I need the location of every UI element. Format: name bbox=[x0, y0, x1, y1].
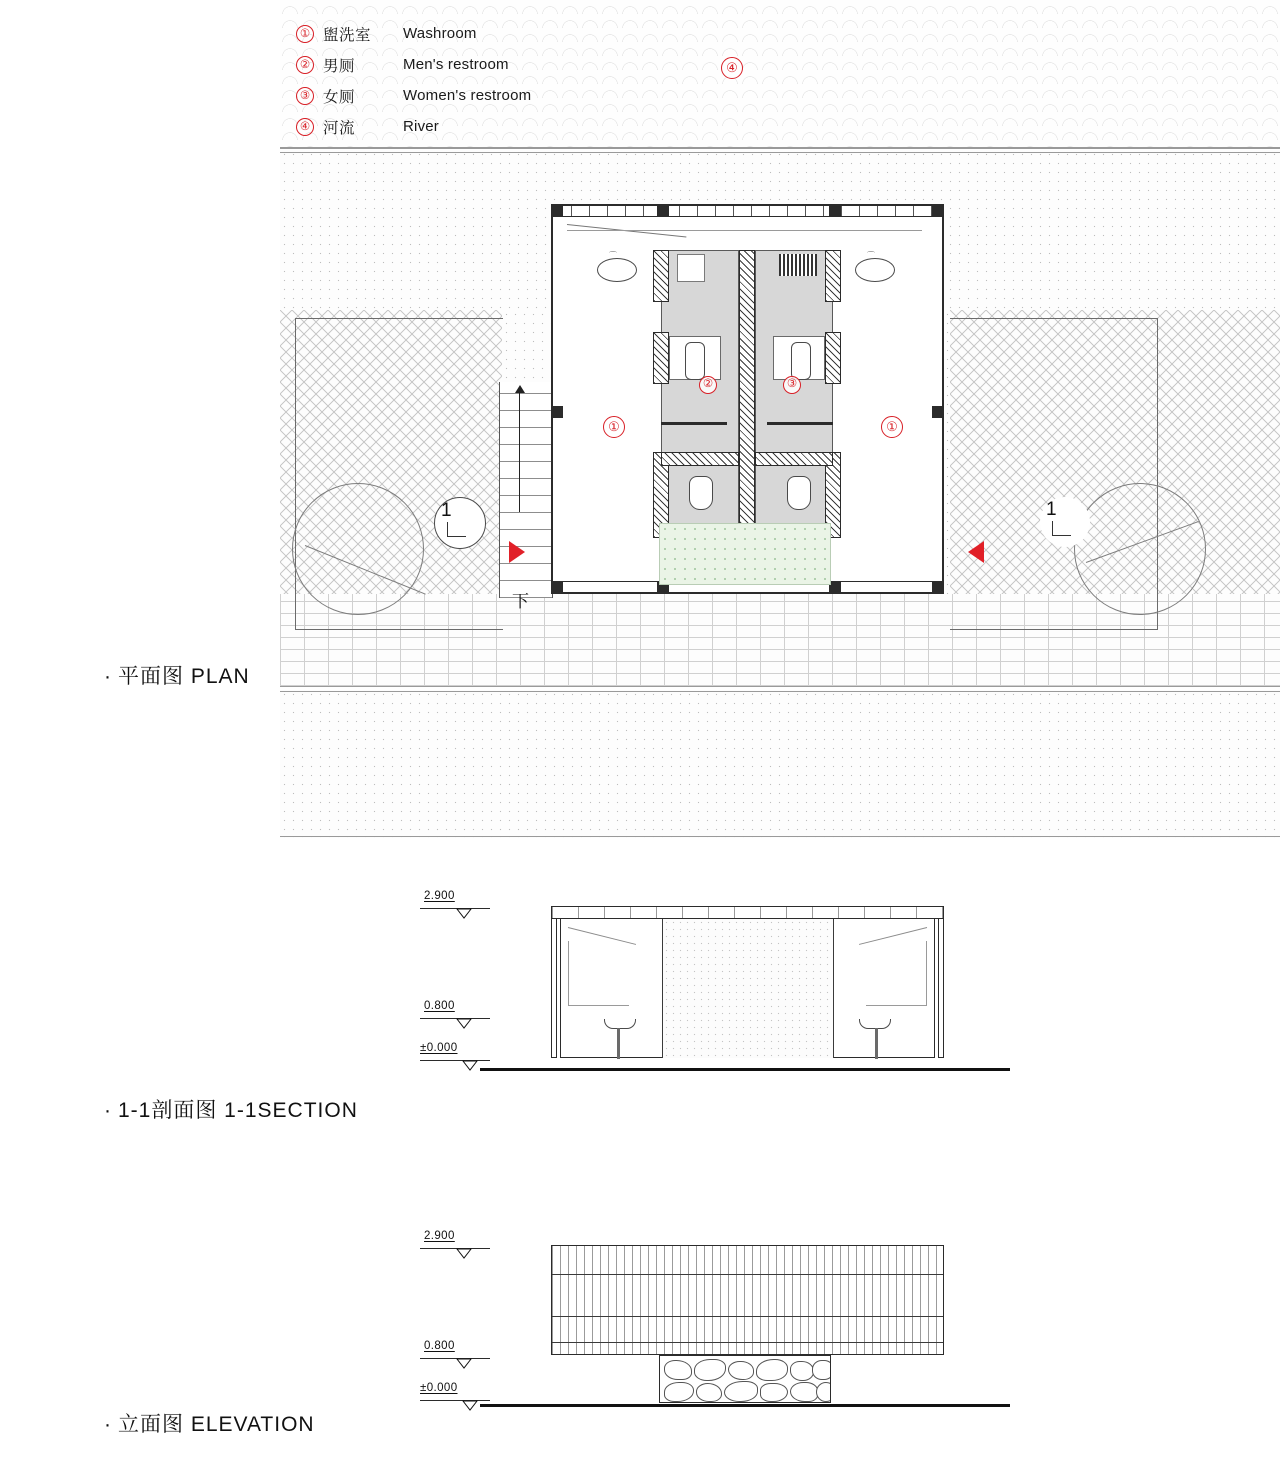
section-ground-line bbox=[480, 1068, 1010, 1071]
sink-right-tap-icon: ⌒ bbox=[867, 251, 875, 260]
elevation-facade bbox=[551, 1245, 944, 1355]
stair-down-label: 下 bbox=[512, 592, 529, 611]
womens-door bbox=[767, 422, 833, 425]
stone-unit bbox=[728, 1361, 754, 1380]
elevation-stone-base bbox=[659, 1355, 831, 1403]
divider-line-top bbox=[280, 147, 1280, 148]
section-circle-right bbox=[1074, 483, 1206, 615]
stone-unit bbox=[724, 1381, 758, 1402]
legend-item bbox=[296, 49, 716, 80]
mens-fixture-box bbox=[677, 254, 705, 282]
section-elbow-icon bbox=[1052, 521, 1071, 536]
legend-marker-icon: ① bbox=[296, 25, 314, 43]
section-level-0000-line bbox=[420, 1060, 490, 1061]
marker-washroom-right: ① bbox=[881, 416, 903, 438]
section-sink-left-icon bbox=[604, 1019, 636, 1029]
legend-label-en: Women's restroom bbox=[403, 87, 532, 104]
section-body bbox=[551, 906, 944, 1058]
divider-line-bottom bbox=[280, 686, 1280, 687]
mens-door bbox=[661, 422, 727, 425]
level-triangle-icon bbox=[456, 1358, 470, 1368]
stone-unit bbox=[760, 1383, 788, 1402]
section-arrow-right-icon bbox=[968, 541, 984, 563]
legend-label-en: Men's restroom bbox=[403, 56, 509, 73]
plan-caption-text: 平面图 PLAN bbox=[118, 665, 250, 688]
womens-fixture-box bbox=[779, 254, 817, 276]
section-elbow-icon bbox=[447, 522, 466, 537]
terrain-dot-hatch-lower bbox=[280, 690, 1280, 838]
section-arrow-left-icon bbox=[509, 541, 525, 563]
elevation-level-0000-text: ±0.000 bbox=[420, 1382, 458, 1394]
column-sw bbox=[551, 582, 563, 594]
elevation-ground-line bbox=[480, 1404, 1010, 1407]
elevation-level-0000-line bbox=[420, 1400, 490, 1401]
legend-marker-icon: ④ bbox=[296, 118, 314, 136]
legend-marker-icon: ② bbox=[296, 56, 314, 74]
mens-wall-mid bbox=[653, 332, 669, 384]
divider-line-base bbox=[280, 836, 1280, 837]
section-level-0000-text: ±0.000 bbox=[420, 1042, 458, 1054]
stone-unit bbox=[790, 1361, 814, 1381]
section-tag-right[interactable] bbox=[1040, 497, 1090, 547]
section-sink-right-stem bbox=[875, 1028, 878, 1059]
section-tag-right-number: 1 bbox=[1046, 499, 1057, 520]
marker-river: ④ bbox=[721, 57, 743, 79]
section-level-0800-text: 0.800 bbox=[424, 1000, 455, 1012]
womens-wall-inner-s bbox=[755, 452, 833, 466]
column-e-mid bbox=[932, 406, 944, 418]
stair-run bbox=[499, 382, 553, 598]
section-caption-text: 1-1剖面图 1-1SECTION bbox=[118, 1099, 358, 1122]
elevation-caption-text: 立面图 ELEVATION bbox=[118, 1413, 315, 1436]
column-ne bbox=[932, 204, 944, 216]
level-triangle-icon bbox=[456, 1248, 470, 1258]
sink-left-tap-icon: ⌒ bbox=[609, 251, 617, 260]
section-tag-left-number: 1 bbox=[441, 500, 452, 521]
legend-label-cn: 盥洗室 bbox=[323, 26, 372, 44]
caption-bullet: · bbox=[104, 1099, 112, 1122]
stone-unit bbox=[790, 1382, 818, 1402]
column-n-1 bbox=[657, 204, 669, 216]
marker-washroom-left: ① bbox=[603, 416, 625, 438]
legend-label-cn: 河流 bbox=[323, 119, 356, 137]
elevation-line-1 bbox=[552, 1274, 943, 1275]
womens-wall-n bbox=[825, 250, 841, 302]
mens-squat-toilet-icon bbox=[685, 342, 705, 380]
section-level-2900-line bbox=[420, 908, 490, 909]
column-w-mid bbox=[551, 406, 563, 418]
stone-unit bbox=[664, 1360, 692, 1380]
section-roof-band bbox=[552, 907, 943, 919]
stone-unit bbox=[812, 1360, 831, 1380]
column-se bbox=[932, 582, 944, 594]
section-mirror-left bbox=[568, 941, 629, 1006]
section-level-2900-text: 2.900 bbox=[424, 890, 455, 902]
section-column-left bbox=[556, 919, 561, 1058]
level-triangle-icon bbox=[462, 1060, 476, 1070]
section-tag-left[interactable] bbox=[434, 497, 486, 549]
elevation-level-0800-line bbox=[420, 1358, 490, 1359]
legend-item bbox=[296, 111, 716, 142]
stone-unit bbox=[696, 1383, 722, 1402]
mens-wall-inner-s bbox=[661, 452, 739, 466]
divider-line-bottom2 bbox=[280, 691, 1280, 692]
elevation-line-2 bbox=[552, 1316, 943, 1317]
elevation-caption bbox=[104, 1408, 315, 1438]
sink-left-icon bbox=[597, 258, 637, 282]
legend-label-cn: 男厕 bbox=[323, 57, 356, 75]
stair-direction-arrow-icon bbox=[519, 392, 520, 512]
section-core-fill bbox=[662, 919, 834, 1058]
section-mirror-right bbox=[866, 941, 927, 1006]
roof-beam-band bbox=[553, 206, 942, 216]
legend-item bbox=[296, 18, 716, 49]
level-triangle-icon bbox=[456, 1018, 470, 1028]
ceiling-line bbox=[567, 230, 922, 231]
legend-label-en: Washroom bbox=[403, 25, 477, 42]
column-n-2 bbox=[829, 204, 841, 216]
legend-item bbox=[296, 80, 716, 111]
divider-line-top2 bbox=[280, 152, 1280, 153]
level-triangle-icon bbox=[462, 1400, 476, 1410]
stone-unit bbox=[816, 1382, 831, 1402]
legend-marker-icon: ③ bbox=[296, 87, 314, 105]
level-triangle-icon bbox=[456, 908, 470, 918]
section-caption bbox=[104, 1094, 358, 1124]
womens-wall-mid bbox=[825, 332, 841, 384]
caption-bullet: · bbox=[104, 665, 112, 688]
elevation-level-2900-text: 2.900 bbox=[424, 1230, 455, 1242]
plan-caption bbox=[104, 660, 250, 690]
stone-unit bbox=[756, 1359, 788, 1381]
caption-bullet: · bbox=[104, 1413, 112, 1436]
elevation-level-2900-line bbox=[420, 1248, 490, 1249]
womens-toilet-icon bbox=[787, 476, 811, 510]
stone-unit bbox=[664, 1382, 694, 1402]
legend-label-cn: 女厕 bbox=[323, 88, 356, 106]
column-nw bbox=[551, 204, 563, 216]
planter-bed bbox=[659, 523, 831, 585]
section-column-right bbox=[934, 919, 939, 1058]
elevation-level-0800-text: 0.800 bbox=[424, 1340, 455, 1352]
legend-label-en: River bbox=[403, 118, 440, 135]
stone-unit bbox=[694, 1359, 726, 1381]
roof-edge-line bbox=[553, 216, 942, 217]
marker-womens: ③ bbox=[783, 376, 801, 394]
section-sink-left-stem bbox=[617, 1028, 620, 1059]
marker-mens: ② bbox=[699, 376, 717, 394]
section-level-0800-line bbox=[420, 1018, 490, 1019]
legend bbox=[296, 18, 716, 142]
mens-toilet-icon bbox=[689, 476, 713, 510]
central-partition-wall bbox=[739, 250, 755, 538]
mens-wall-n bbox=[653, 250, 669, 302]
sink-right-icon bbox=[855, 258, 895, 282]
womens-squat-toilet-icon bbox=[791, 342, 811, 380]
elevation-line-3 bbox=[552, 1342, 943, 1343]
